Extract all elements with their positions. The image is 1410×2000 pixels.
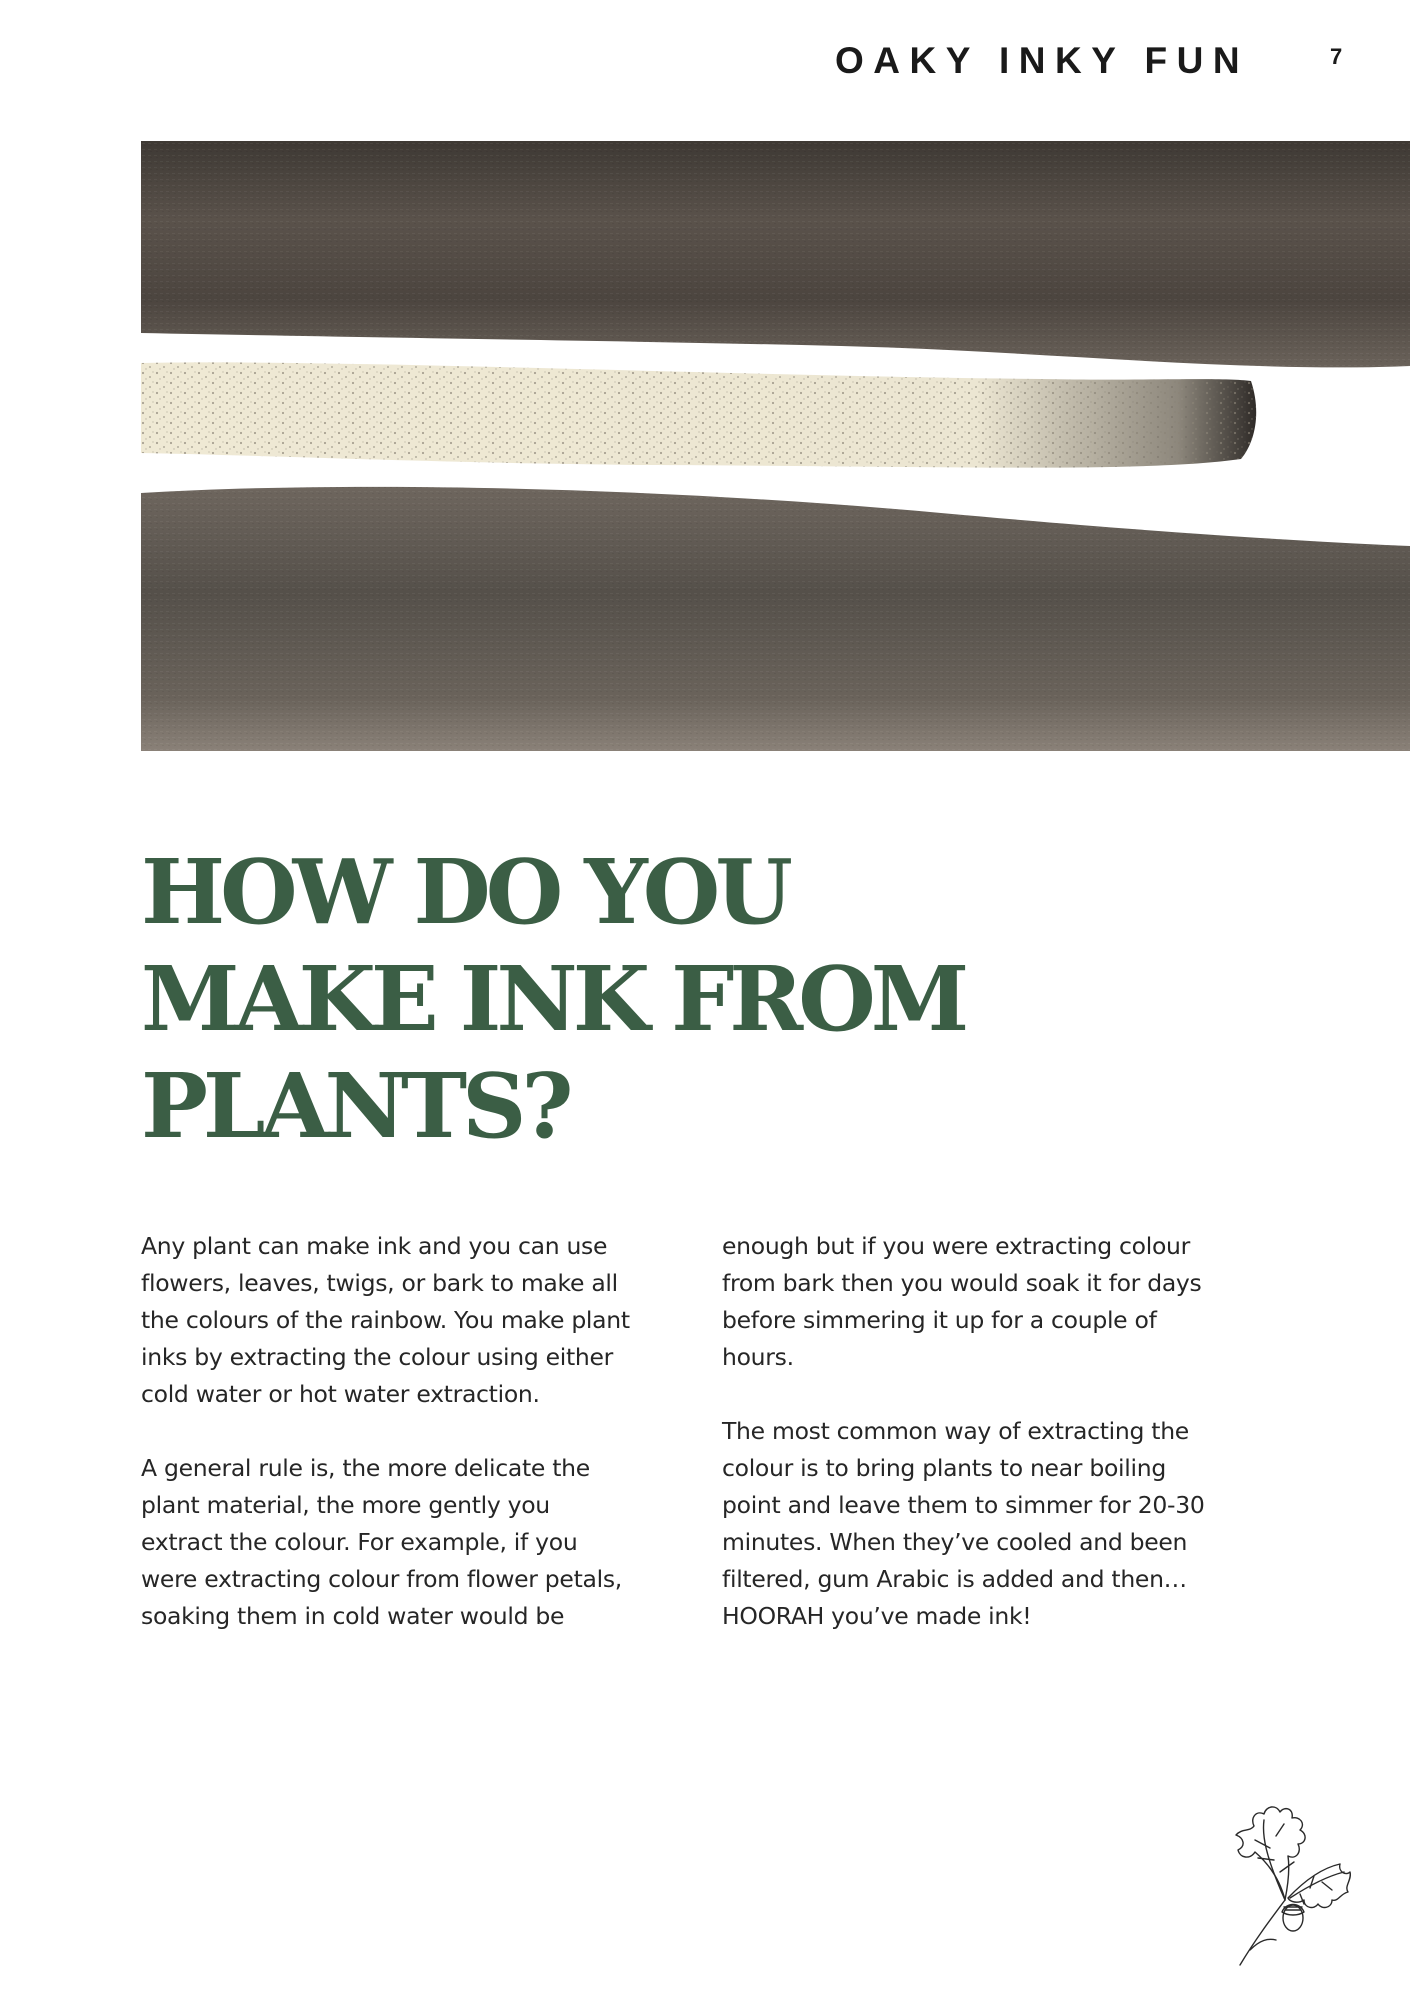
body-left-column [141, 1228, 701, 1635]
text-line: A general rule is, the more delicate the [141, 1454, 590, 1482]
page-title [141, 838, 1341, 1159]
text-line: hours. [722, 1343, 794, 1371]
body-paragraph [141, 1450, 701, 1635]
title-line: PLANTS? [141, 1053, 569, 1158]
body-paragraph [141, 1228, 701, 1413]
text-line: from bark then you would soak it for days [722, 1269, 1202, 1297]
title-line: HOW DO YOU [141, 839, 788, 944]
text-line: soaking them in cold water would be [141, 1602, 565, 1630]
running-title: OAKY INKY FUN [835, 40, 1250, 81]
text-line: point and leave them to simmer for 20-30 [722, 1491, 1205, 1519]
text-line: The most common way of extracting the [722, 1417, 1189, 1445]
title-line: MAKE INK FROM [141, 946, 965, 1051]
text-line: enough but if you were extracting colour [722, 1232, 1191, 1260]
body-right-column [722, 1228, 1282, 1635]
ink-swatch-illustration [141, 141, 1410, 751]
text-line: before simmering it up for a couple of [722, 1306, 1157, 1334]
page-number: 7 [1330, 44, 1343, 69]
text-line: Any plant can make ink and you can use [141, 1232, 608, 1260]
text-line: flowers, leaves, twigs, or bark to make all [141, 1269, 618, 1297]
text-line: HOORAH you’ve made ink! [722, 1602, 1032, 1630]
oak-leaf-acorn-icon [1210, 1780, 1360, 1970]
text-line: filtered, gum Arabic is added and then… [722, 1565, 1187, 1593]
text-line: plant material, the more gently you [141, 1491, 550, 1519]
text-line: cold water or hot water extraction. [141, 1380, 540, 1408]
text-line: colour is to bring plants to near boiling [722, 1454, 1166, 1482]
text-line: were extracting colour from flower petals, [141, 1565, 622, 1593]
text-line: minutes. When they’ve cooled and been [722, 1528, 1188, 1556]
text-line: extract the colour. For example, if you [141, 1528, 578, 1556]
text-line: inks by extracting the colour using either [141, 1343, 614, 1371]
body-paragraph [722, 1413, 1282, 1635]
text-line: the colours of the rainbow. You make plant [141, 1306, 630, 1334]
body-paragraph [722, 1228, 1282, 1376]
